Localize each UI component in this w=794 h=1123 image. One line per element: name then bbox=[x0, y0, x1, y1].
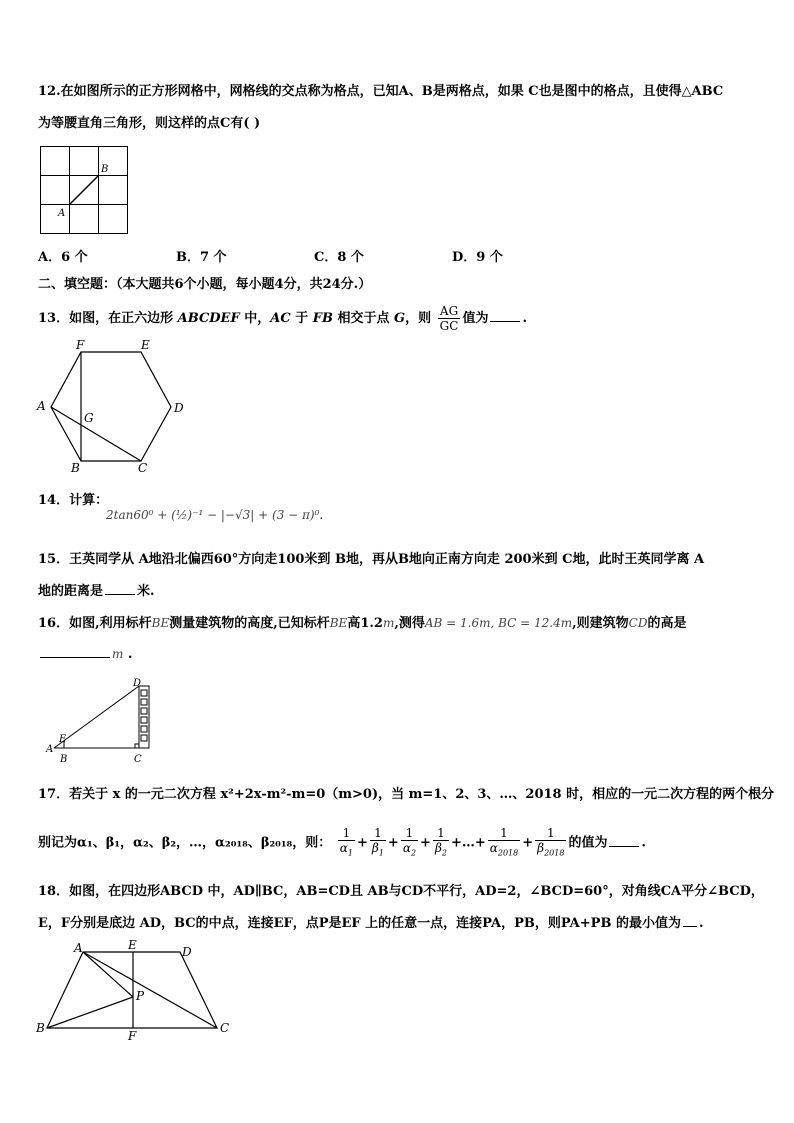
t18-label-d: D bbox=[182, 945, 192, 959]
q12-line2: 为等腰直角三角形，则这样的点C有( ) bbox=[38, 116, 261, 131]
grid-label-b: B bbox=[101, 164, 109, 175]
q13-fraction bbox=[438, 304, 461, 333]
q12-grid-figure bbox=[40, 146, 130, 236]
t18-label-a: A bbox=[74, 941, 83, 955]
sight-line bbox=[54, 686, 139, 748]
q17-plus-3: + bbox=[420, 835, 431, 851]
q17-end: . bbox=[641, 835, 646, 851]
q13-mid3: 相交于点 bbox=[332, 311, 395, 326]
segment-ac bbox=[51, 407, 141, 461]
trapezoid-outline bbox=[47, 952, 217, 1028]
q17-frac-5 bbox=[488, 826, 520, 860]
q17-frac-3 bbox=[401, 826, 418, 860]
q17-frac-4-sub: 2 bbox=[441, 848, 447, 858]
q17-frac-5-den: α bbox=[489, 841, 498, 855]
q16-building-figure bbox=[44, 676, 164, 766]
q13-mid1: 中， bbox=[239, 311, 271, 326]
q13-fb: FB bbox=[312, 311, 333, 326]
q15-line2 bbox=[38, 582, 155, 601]
q17-frac-2-sub: 1 bbox=[378, 848, 384, 858]
q13-suffix: 值为 bbox=[462, 311, 489, 326]
q17-frac-6-den: β bbox=[537, 841, 545, 855]
q17-plus-5: + bbox=[522, 835, 534, 851]
q16-mid3: ,测得 bbox=[394, 616, 425, 631]
q16-be2: BE bbox=[329, 616, 348, 630]
q16-measure: AB = 1.6m, BC = 12.4m bbox=[424, 616, 573, 630]
q13-frac-num: AG bbox=[438, 304, 461, 319]
q16-mid2: 高1.2 bbox=[347, 616, 383, 631]
q13-mid4: ，则 bbox=[405, 311, 432, 326]
q16-pre: 16．如图,利用标杆 bbox=[38, 616, 152, 631]
hex-label-d: D bbox=[174, 401, 184, 415]
q17-answer-blank[interactable] bbox=[609, 834, 639, 847]
q17-frac-4-num: 1 bbox=[433, 826, 449, 841]
q13-prefix: 13．如图，在正六边形 bbox=[38, 311, 178, 326]
t18-label-p: P bbox=[136, 989, 145, 1003]
q14-text bbox=[38, 492, 108, 510]
q16-cd: CD bbox=[628, 616, 648, 630]
hexagon-outline bbox=[51, 352, 171, 461]
segment-pa bbox=[83, 952, 133, 997]
section2-heading: 二、填空题：（本大题共6个小题，每小题4分，共24分.） bbox=[38, 277, 372, 292]
q13-ac: AC bbox=[270, 311, 291, 326]
segment-ac bbox=[83, 952, 217, 1028]
segment-ab bbox=[70, 176, 99, 205]
q17-frac-3-num: 1 bbox=[401, 826, 418, 841]
q17-line2-post: 的值为 bbox=[568, 835, 608, 851]
q15-line1: 15．王英同学从 A地沿北偏西60°方向走100米到 B地，再从B地向正南方向走 200米到 C地，此时王英同学离 A bbox=[38, 552, 705, 567]
q17-frac-5-num: 1 bbox=[488, 826, 520, 841]
q17-frac-6 bbox=[535, 826, 566, 860]
q16-be1: BE bbox=[151, 616, 170, 630]
q17-ellipsis: +…+ bbox=[450, 835, 486, 851]
hex-label-a: A bbox=[37, 399, 46, 413]
option-b[interactable]: B．7 个 bbox=[176, 250, 227, 265]
q17-frac-2-num: 1 bbox=[370, 826, 386, 841]
q17-frac-6-sub: 2018 bbox=[544, 848, 565, 858]
q17-frac-1-num: 1 bbox=[338, 826, 355, 841]
q13-mid2: 于 bbox=[290, 311, 313, 326]
t18-label-c: C bbox=[220, 1021, 230, 1035]
q17-line2-pre: 别记为α₁、β₁，α₂、β₂，…，α₂₀₁₈、β₂₀₁₈，则： bbox=[38, 835, 332, 851]
option-d[interactable]: D．9 个 bbox=[452, 250, 503, 265]
q18-answer-blank[interactable] bbox=[683, 914, 697, 927]
q12-options bbox=[38, 249, 590, 267]
q13-hexagon-figure bbox=[34, 338, 194, 478]
q16-unit: m bbox=[112, 647, 124, 661]
q18-line2-text: E，F分别是底边 AD，BC的中点，连接EF，点P是EF 上的任意一点，连接PA，PB，则PA+PB 的最小值为 bbox=[38, 916, 681, 931]
q17-frac-2-den: β bbox=[371, 841, 379, 855]
q17-plus-1: + bbox=[356, 835, 368, 851]
q17-frac-1 bbox=[338, 826, 355, 860]
t18-label-b: B bbox=[36, 1021, 45, 1035]
q17-frac-5-sub: 2018 bbox=[497, 848, 519, 858]
option-a[interactable]: A．6 个 bbox=[38, 250, 88, 265]
q17-frac-4-den: β bbox=[434, 841, 442, 855]
q16-line1 bbox=[38, 614, 686, 633]
q13-text bbox=[38, 304, 527, 333]
q14-end: . bbox=[319, 508, 324, 522]
q13-answer-blank[interactable] bbox=[490, 309, 520, 322]
q16-answer-blank[interactable] bbox=[40, 645, 110, 658]
t18-label-f: F bbox=[128, 1029, 137, 1043]
t18-label-e: E bbox=[128, 940, 137, 952]
q14-prefix: 14．计算： bbox=[38, 493, 109, 508]
q17-frac-1-sub: 1 bbox=[347, 848, 353, 858]
q16-end: . bbox=[123, 647, 133, 662]
q18-line1: 18．如图，在四边形ABCD 中，AD∥BC，AB=CD且 AB与CD不平行，AD=2，∠BCD=60°，对角线CA平分∠BCD， bbox=[38, 884, 764, 899]
b16-label-b: B bbox=[60, 754, 68, 765]
hex-label-g: G bbox=[84, 411, 94, 425]
b16-label-c: C bbox=[134, 754, 142, 765]
option-c[interactable]: C．8 个 bbox=[314, 250, 364, 265]
q17-frac-2 bbox=[370, 826, 386, 860]
b16-label-e: E bbox=[59, 734, 67, 745]
q13-end: . bbox=[522, 311, 527, 326]
grid-label-a: A bbox=[58, 208, 66, 219]
q13-g: G bbox=[394, 311, 406, 326]
q18-trapezoid-figure bbox=[34, 940, 234, 1045]
q13-hexagon: ABCDEF bbox=[177, 311, 240, 326]
q16-line2 bbox=[38, 645, 132, 664]
q13-frac-den: GC bbox=[439, 319, 459, 333]
q15-answer-blank[interactable] bbox=[105, 582, 135, 595]
q17-frac-3-sub: 2 bbox=[410, 848, 417, 858]
q16-mid: 测量建筑物的高度,已知标杆 bbox=[169, 616, 330, 631]
q16-mid4: ,则建筑物 bbox=[572, 616, 629, 631]
q18-line2 bbox=[38, 914, 704, 933]
q17-frac-6-num: 1 bbox=[535, 826, 566, 841]
q16-m1: m bbox=[382, 616, 395, 630]
hex-label-f: F bbox=[76, 338, 85, 352]
q14-expr: 2tan60⁰ + (½)⁻¹ − |−√3| + (3 − π)⁰ bbox=[106, 508, 320, 522]
q17-line1: 17．若关于 x 的一元二次方程 x²+2x-m²-m=0（m>0)，当 m=1、2、3、…、2018 时，相应的一元二次方程的两个根分 bbox=[38, 787, 775, 802]
b16-label-d: D bbox=[133, 678, 142, 689]
q16-post: 的高是 bbox=[647, 616, 687, 631]
q17-frac-4 bbox=[433, 826, 449, 860]
q17-frac-3-den: α bbox=[402, 841, 411, 855]
hex-label-e: E bbox=[141, 338, 150, 352]
b16-label-a: A bbox=[46, 744, 54, 755]
hex-label-c: C bbox=[138, 461, 148, 475]
q18-end: . bbox=[698, 916, 704, 931]
q14-expression bbox=[106, 506, 323, 524]
q15-line2-post: 米. bbox=[137, 584, 155, 599]
q15-line2-pre: 地的距离是 bbox=[38, 584, 104, 599]
q17-plus-2: + bbox=[387, 835, 399, 851]
q17-line2 bbox=[38, 826, 646, 861]
hex-label-b: B bbox=[71, 461, 80, 475]
q12-line1: 12.在如图所示的正方形网格中，网格线的交点称为格点，已知A、B是两格点，如果 C也是图中的格点，且使得△ABC bbox=[38, 84, 724, 99]
q17-frac-1-den: α bbox=[339, 841, 348, 855]
